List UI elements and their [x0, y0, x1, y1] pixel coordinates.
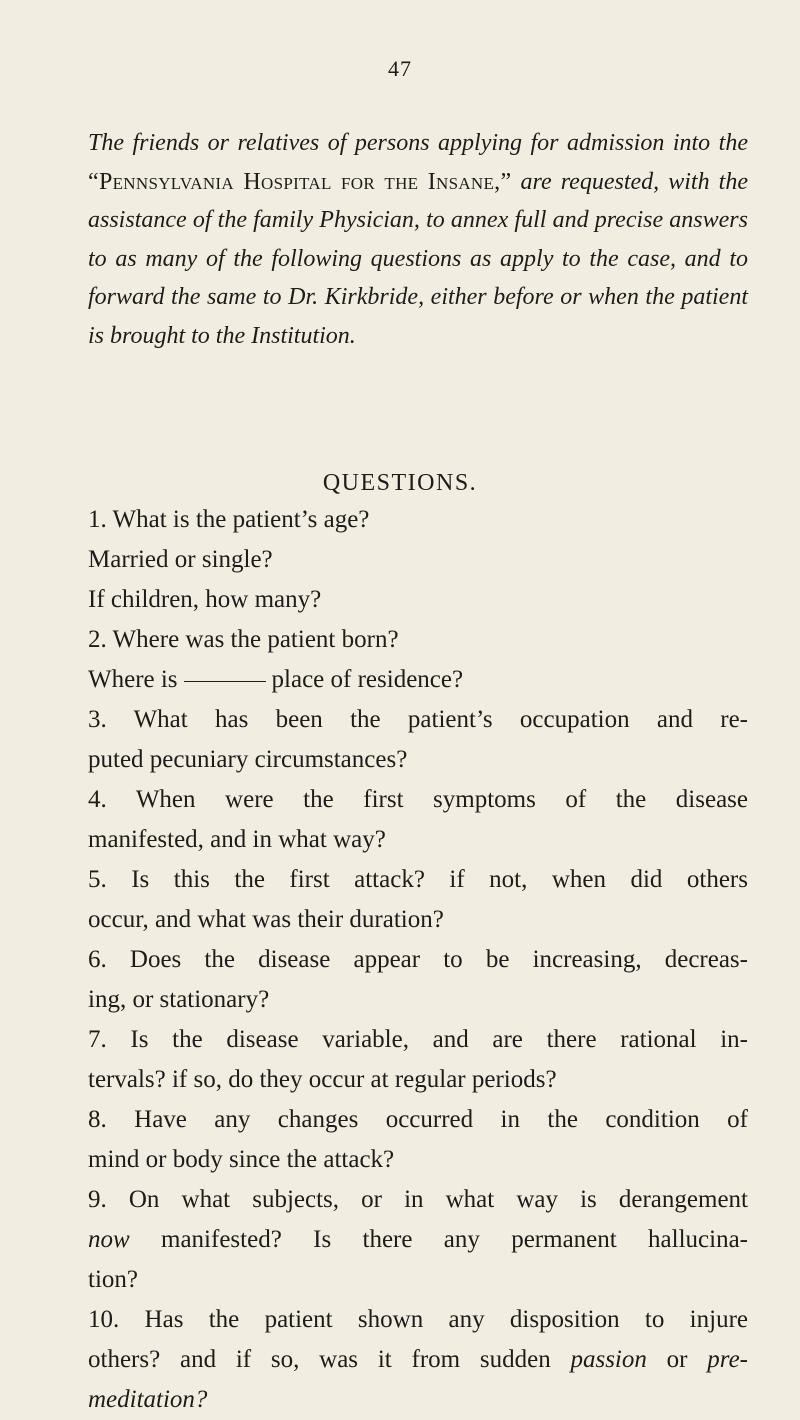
question-1-line-1: 1. What is the patient’s age?: [88, 506, 370, 533]
question-2-line-2: [88, 660, 748, 700]
question-10-line-2-text: others? and if so, was it from sudden: [88, 1346, 571, 1373]
question-6-line-1: 6. Does the disease appear to be increasing, decreas-: [88, 946, 748, 973]
question-2-where-suffix: place of residence?: [271, 666, 464, 693]
question-9-line-1: 9. On what subjects, or in what way is derangement: [88, 1186, 748, 1213]
question-4-line-1: 4. When were the first symptoms of the disease: [88, 786, 748, 813]
question-10-line-1: 10. Has the patient shown any disposition to injure: [88, 1306, 748, 1333]
question-2-line-1: 2. Where was the patient born?: [88, 626, 399, 653]
question-10-passion: passion: [570, 1346, 647, 1373]
intro-paragraph: [88, 124, 748, 355]
question-1-line-3: If children, how many?: [88, 586, 322, 613]
question-3-line-1: 3. What has been the patient’s occupation and re-: [88, 706, 748, 733]
question-10-line-3: [88, 1380, 748, 1420]
question-9-line-2-rest: manifested? Is there any permanent hallucina-: [129, 1226, 748, 1253]
question-2-where-prefix: Where is: [88, 666, 178, 693]
question-10-pre: pre-: [707, 1346, 748, 1373]
intro-text-part1: The friends or relatives of persons applying for admission into the: [88, 130, 748, 156]
question-10-or: or: [646, 1346, 708, 1373]
question-5-line-2: occur, and what was their duration?: [88, 906, 444, 933]
question-9-now: now: [88, 1226, 130, 1253]
question-5-line-1: 5. Is this the first attack? if not, when did others: [88, 866, 748, 893]
question-9-line-3: tion?: [88, 1266, 138, 1293]
page-number: 47: [388, 56, 412, 81]
question-1-line-2: Married or single?: [88, 546, 273, 573]
questions-heading: QUESTIONS.: [322, 470, 478, 496]
question-3-line-2: puted pecuniary circumstances?: [88, 746, 408, 773]
question-10-line-2: [88, 1340, 748, 1380]
blank-line: [184, 681, 266, 682]
question-8-line-2: mind or body since the attack?: [88, 1146, 395, 1173]
question-7-line-1: 7. Is the disease variable, and are there rational in-: [88, 1026, 748, 1053]
question-10-meditation: meditation?: [88, 1386, 208, 1413]
question-6-line-2: ing, or stationary?: [88, 986, 270, 1013]
question-7-line-2: tervals? if so, do they occur at regular periods?: [88, 1066, 557, 1093]
questions-list: [88, 500, 748, 1420]
intro-text-part2: are requested, with the assistance of the family Physician, to annex full and precise answers to as many of the following questions as apply to the case, and to forward the same to Dr. Kirkbride, either before or when the patient is brought to the Institution.: [88, 168, 748, 349]
question-9-line-2: [88, 1220, 748, 1260]
institution-name: “Pennsylvania Hospital for the Insane,”: [88, 168, 512, 195]
question-4-line-2: manifested, and in what way?: [88, 826, 386, 853]
question-8-line-1: 8. Have any changes occurred in the condition of: [88, 1106, 748, 1133]
